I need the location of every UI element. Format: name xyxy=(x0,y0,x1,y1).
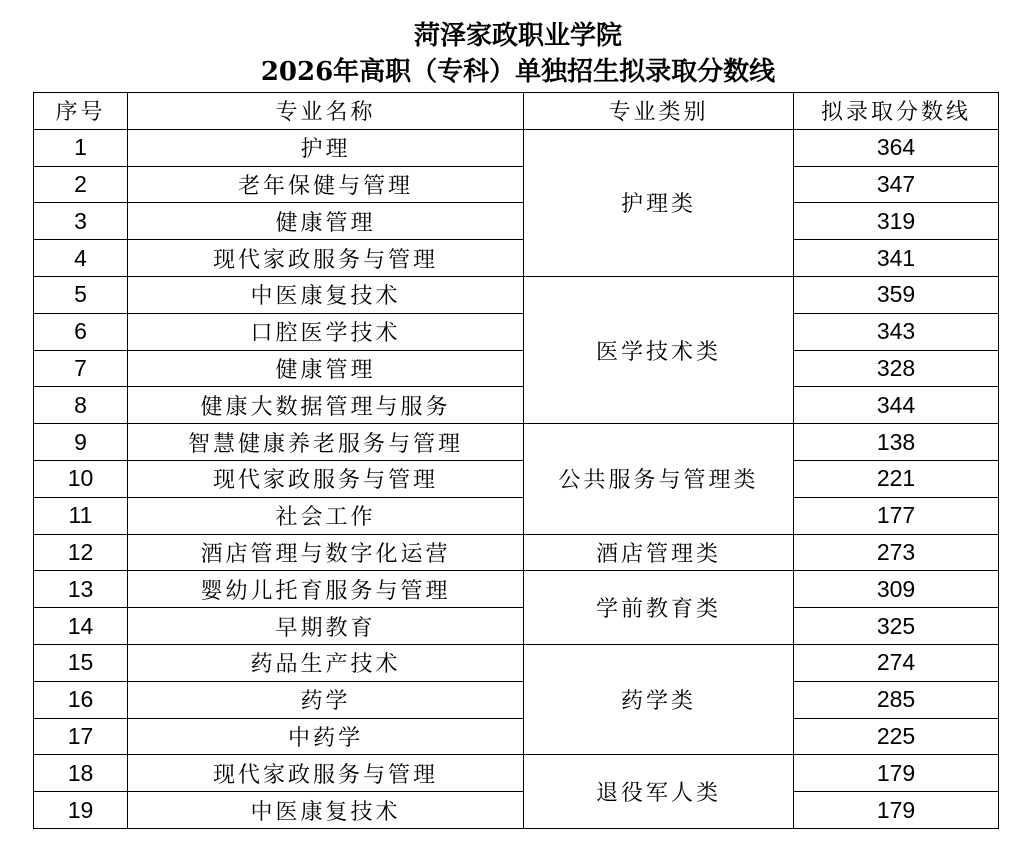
serial-number-cell: 8 xyxy=(34,387,128,424)
major-name-cell: 药学 xyxy=(128,681,524,718)
serial-number-cell: 13 xyxy=(34,571,128,608)
serial-number-cell: 16 xyxy=(34,681,128,718)
admission-score-cell: 225 xyxy=(794,718,999,755)
major-name-cell: 中医康复技术 xyxy=(128,792,524,829)
serial-number-cell: 11 xyxy=(34,497,128,534)
major-name-cell: 婴幼儿托育服务与管理 xyxy=(128,571,524,608)
major-category-cell: 公共服务与管理类 xyxy=(524,424,794,534)
admission-score-cell: 319 xyxy=(794,203,999,240)
major-name-cell: 口腔医学技术 xyxy=(128,313,524,350)
table-row xyxy=(34,718,999,755)
table-row xyxy=(34,644,999,681)
admission-score-cell: 273 xyxy=(794,534,999,571)
major-name-cell: 社会工作 xyxy=(128,497,524,534)
admission-score-cell: 344 xyxy=(794,387,999,424)
serial-number-cell: 19 xyxy=(34,792,128,829)
admission-score-cell: 347 xyxy=(794,166,999,203)
table-row xyxy=(34,203,999,240)
major-name-cell: 护理 xyxy=(128,129,524,166)
serial-number-cell: 2 xyxy=(34,166,128,203)
admission-score-cell: 325 xyxy=(794,608,999,645)
serial-number-cell: 1 xyxy=(34,129,128,166)
major-name-cell: 健康管理 xyxy=(128,203,524,240)
header-major-name: 专业名称 xyxy=(128,93,524,130)
admission-score-table xyxy=(33,92,999,829)
admission-score-cell: 179 xyxy=(794,755,999,792)
page-subtitle: 2026年高职（专科）单独招生拟录取分数线 xyxy=(260,57,776,87)
serial-number-cell: 12 xyxy=(34,534,128,571)
table-row xyxy=(34,571,999,608)
table-row xyxy=(34,534,999,571)
table-row xyxy=(34,755,999,792)
page-title: 菏泽家政职业学院 xyxy=(413,21,622,51)
table-row xyxy=(34,129,999,166)
admission-score-cell: 138 xyxy=(794,424,999,461)
serial-number-cell: 7 xyxy=(34,350,128,387)
table-header-row xyxy=(34,93,999,130)
table-row xyxy=(34,313,999,350)
table-row xyxy=(34,387,999,424)
major-name-cell: 智慧健康养老服务与管理 xyxy=(128,424,524,461)
major-name-cell: 现代家政服务与管理 xyxy=(128,460,524,497)
major-name-cell: 现代家政服务与管理 xyxy=(128,755,524,792)
table-row xyxy=(34,460,999,497)
major-name-cell: 健康大数据管理与服务 xyxy=(128,387,524,424)
table-row xyxy=(34,350,999,387)
serial-number-cell: 14 xyxy=(34,608,128,645)
table-row xyxy=(34,424,999,461)
serial-number-cell: 17 xyxy=(34,718,128,755)
table-row xyxy=(34,792,999,829)
major-name-cell: 中医康复技术 xyxy=(128,276,524,313)
serial-number-cell: 6 xyxy=(34,313,128,350)
table-row xyxy=(34,681,999,718)
major-category-cell: 药学类 xyxy=(524,644,794,754)
serial-number-cell: 3 xyxy=(34,203,128,240)
admission-score-cell: 364 xyxy=(794,129,999,166)
header-admission-score: 拟录取分数线 xyxy=(794,93,999,130)
major-name-cell: 老年保健与管理 xyxy=(128,166,524,203)
admission-score-cell: 309 xyxy=(794,571,999,608)
major-category-cell: 酒店管理类 xyxy=(524,534,794,571)
major-category-cell: 学前教育类 xyxy=(524,571,794,645)
table-row xyxy=(34,608,999,645)
header-major-category: 专业类别 xyxy=(524,93,794,130)
admission-score-cell: 328 xyxy=(794,350,999,387)
serial-number-cell: 18 xyxy=(34,755,128,792)
major-name-cell: 早期教育 xyxy=(128,608,524,645)
major-category-cell: 退役军人类 xyxy=(524,755,794,829)
major-name-cell: 酒店管理与数字化运营 xyxy=(128,534,524,571)
table-row xyxy=(34,276,999,313)
header-serial-number: 序号 xyxy=(34,93,128,130)
admission-score-cell: 359 xyxy=(794,276,999,313)
admission-score-cell: 179 xyxy=(794,792,999,829)
major-category-cell: 医学技术类 xyxy=(524,276,794,423)
admission-score-cell: 221 xyxy=(794,460,999,497)
serial-number-cell: 10 xyxy=(34,460,128,497)
admission-score-cell: 285 xyxy=(794,681,999,718)
major-name-cell: 药品生产技术 xyxy=(128,644,524,681)
major-name-cell: 中药学 xyxy=(128,718,524,755)
serial-number-cell: 4 xyxy=(34,240,128,277)
admission-score-cell: 274 xyxy=(794,644,999,681)
serial-number-cell: 9 xyxy=(34,424,128,461)
major-category-cell: 护理类 xyxy=(524,129,794,276)
table-row xyxy=(34,240,999,277)
table-body xyxy=(34,129,999,828)
admission-score-cell: 177 xyxy=(794,497,999,534)
admission-score-cell: 341 xyxy=(794,240,999,277)
major-name-cell: 健康管理 xyxy=(128,350,524,387)
table-row xyxy=(34,497,999,534)
table-row xyxy=(34,166,999,203)
serial-number-cell: 5 xyxy=(34,276,128,313)
admission-score-cell: 343 xyxy=(794,313,999,350)
serial-number-cell: 15 xyxy=(34,644,128,681)
major-name-cell: 现代家政服务与管理 xyxy=(128,240,524,277)
